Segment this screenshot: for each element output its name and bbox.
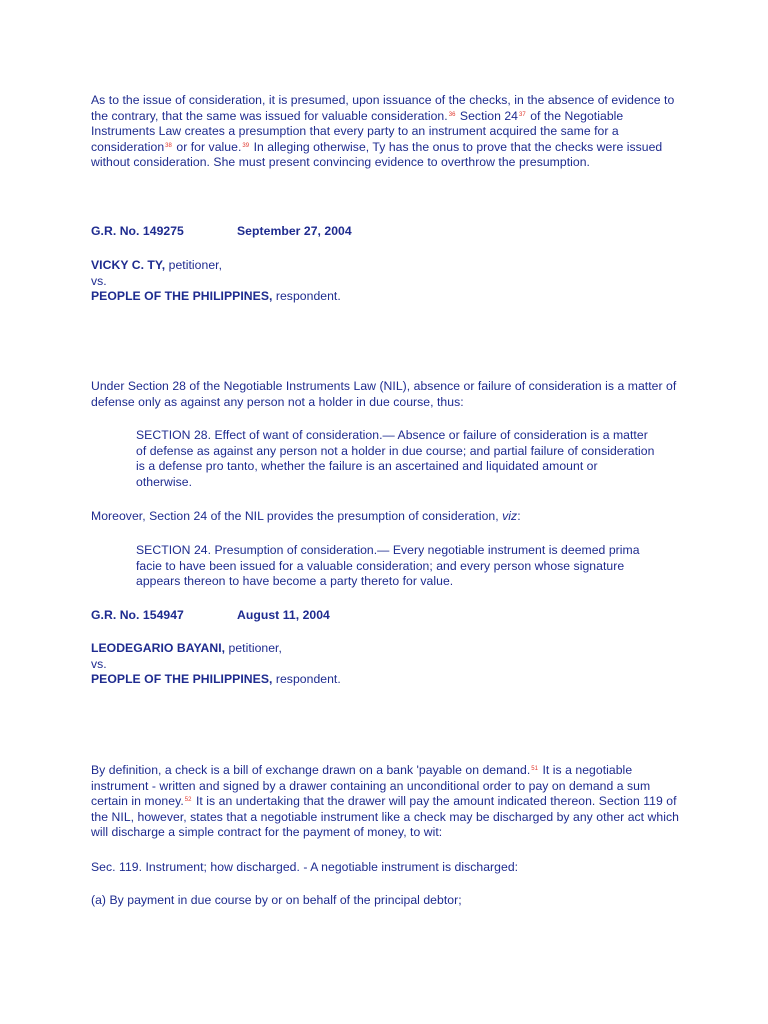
paragraph-text: In alleging otherwise, Ty has the onus to prove that the checks were issued without consideration. She must present convincing evidence to overthrow the presumption. (91, 139, 663, 170)
paragraph-text: It is an undertaking that the drawer will pay the amount indicated thereon. Section 119 of the NIL, however, states that a negotiable instrument like a check may be discharged by any other act which will discharge a simple contract for the payment of money, to wit: (91, 794, 679, 840)
petitioner-line (91, 641, 681, 657)
respondent-role: respondent. (272, 289, 341, 304)
moreover-paragraph (91, 509, 681, 525)
respondent-name: PEOPLE OF THE PHILIPPINES, (91, 289, 273, 304)
section28-quote: SECTION 28. Effect of want of consideration.— Absence or failure of consideration is a matter of defense as against any person not a holder in due course; and partial failure of consideration is a defense pro tanto, whether the failure is an ascertained and liquidated amount or otherwise. (136, 428, 655, 489)
petitioner-role: petitioner, (165, 258, 223, 272)
footnote-ref-52[interactable]: 52 (184, 797, 192, 804)
footnote-ref-37[interactable]: 37 (519, 111, 526, 118)
gr-number: G.R. No. 149275 (91, 224, 184, 238)
paragraph-text: Moreover, Section 24 of the NIL provides the presumption of consideration, (91, 509, 503, 523)
case-header-149275 (91, 224, 681, 240)
case-date: September 27, 2004 (237, 224, 352, 238)
respondent-role: respondent. (272, 672, 341, 687)
footnote-ref-38[interactable]: 38 (165, 142, 172, 149)
paragraph-text: or for value. (172, 139, 242, 154)
paragraph-text: Section 24 (456, 108, 519, 123)
footnote-ref-39[interactable]: 39 (242, 142, 250, 149)
gr-number: G.R. No. 154947 (91, 608, 184, 622)
case-date: August 11, 2004 (237, 608, 330, 622)
respondent-line (91, 289, 681, 305)
check-definition-paragraph (91, 763, 681, 841)
paragraph-text: By definition, a check is a bill of exchange drawn on a bank 'payable on demand. (91, 763, 531, 777)
petitioner-name: LEODEGARIO BAYANI, (91, 641, 226, 655)
case-parties-154947 (91, 641, 681, 688)
footnote-ref-36[interactable]: 36 (448, 111, 456, 118)
petitioner-name: VICKY C. TY, (91, 258, 166, 272)
petitioner-line (91, 258, 681, 274)
petitioner-role: petitioner, (225, 641, 282, 655)
paragraph-text: of the Negotiable Instruments Law creates a presumption that every party to an instrument acquired the same for a consideration (91, 108, 624, 154)
section119-heading: Sec. 119. Instrument; how discharged. - A negotiable instrument is discharged: (91, 860, 519, 874)
footnote-ref-51[interactable]: 51 (531, 766, 539, 772)
paragraph-text: : (517, 509, 521, 523)
paragraph-text: As to the issue of consideration, it is presumed, upon issuance of the checks, in the absence of evidence to the contrary, that the same was issued for valuable consideration. (91, 93, 675, 123)
versus-label: vs. (91, 656, 107, 671)
case-header-154947 (91, 608, 681, 624)
case-parties-149275 (91, 258, 681, 305)
respondent-name: PEOPLE OF THE PHILIPPINES, (91, 672, 273, 687)
viz-text: viz (502, 509, 518, 523)
consideration-paragraph (91, 93, 681, 171)
section119-item-a: (a) By payment in due course by or on behalf of the principal debtor; (91, 893, 462, 907)
versus-label: vs. (91, 273, 107, 288)
respondent-line (91, 672, 681, 688)
paragraph-text: It is a negotiable instrument - written and signed by a drawer containing an unconditional order to pay on demand a sum certain in money. (91, 763, 651, 809)
section24-quote: SECTION 24. Presumption of consideration.— Every negotiable instrument is deemed prima facie to have been issued for a valuable consideration; and every person whose signature appears thereon to have become a party thereto for value. (136, 543, 640, 589)
section28-intro: Under Section 28 of the Negotiable Instruments Law (NIL), absence or failure of consideration is a matter of defense only as against any person not a holder in due course, thus: (91, 379, 677, 409)
